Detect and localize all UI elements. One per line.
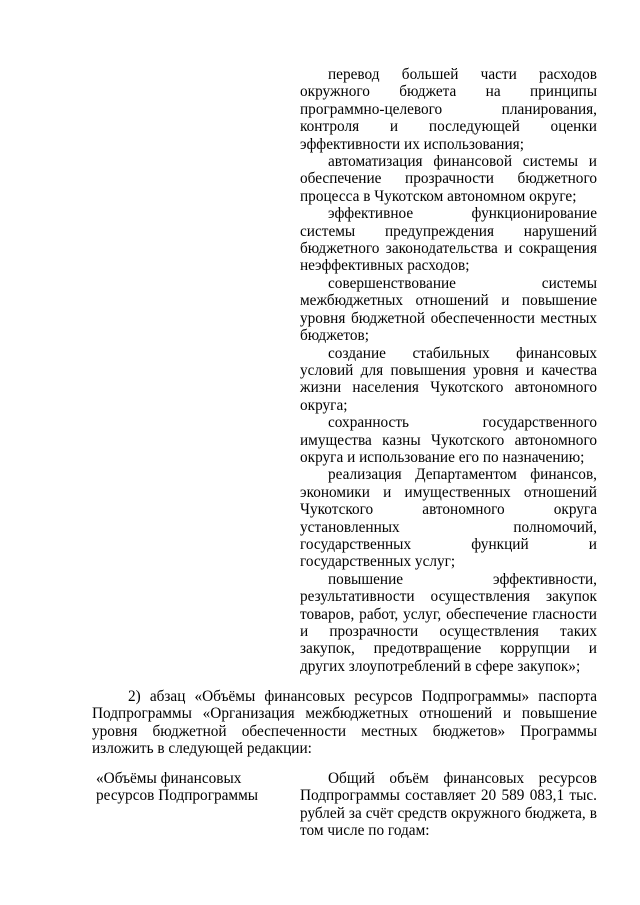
list-item-text: автоматизация финансовой системы и обеспечение прозрачности бюджетного процесса в Чукотском автономном округе;: [300, 153, 597, 205]
list-item: [300, 345, 597, 415]
list-item-text: реализация Департаментом финансов, экономики и имущественных отношений Чукотского автономного округа установленных полномочий, государственных функций и государственных услуг;: [300, 466, 597, 571]
goals-list: [300, 66, 597, 675]
list-item: [300, 466, 597, 570]
table-right-cell: [300, 770, 597, 840]
list-item: [300, 205, 597, 275]
list-item: [300, 275, 597, 345]
list-item-text: сохранность государственного имущества казны Чукотского автономного округа и использование его по назначению;: [300, 414, 597, 466]
list-item-text: перевод большей части расходов окружного бюджета на принципы программно-целевого планирования, контроля и последующей оценки эффективности их использования;: [300, 66, 597, 153]
amendment-block: [92, 688, 597, 758]
list-item-text: совершенствование системы межбюджетных отношений и повышение уровня бюджетной обеспеченности местных бюджетов;: [300, 274, 597, 345]
list-item-text: создание стабильных финансовых условий для повышения уровня и качества жизни населения Чукотского автономного округа;: [300, 344, 597, 414]
passport-table: [92, 770, 597, 860]
list-item-text: повышение эффективности, результативности осуществления закупок товаров, работ, услуг, обеспечение гласности и прозрачности осуществления таких закупок, предотвращение коррупции и других злоупотреблений в сфере закупок»;: [300, 570, 597, 675]
list-item: [300, 414, 597, 466]
table-left-cell: «Объёмы финансовых ресурсов Подпрограммы: [96, 770, 259, 805]
list-item: [300, 571, 597, 675]
list-item: [300, 153, 597, 205]
amendment-paragraph: 2) абзац «Объёмы финансовых ресурсов Подпрограммы» паспорта Подпрограммы «Организация межбюджетных отношений и повышение уровня бюджетной обеспеченности местных бюджетов» Программы изложить в следующей редакции:: [92, 688, 597, 758]
list-item: [300, 66, 597, 153]
table-right-cell-text: Общий объём финансовых ресурсов Подпрограммы составляет 20 589 083,1 тыс. рублей за счёт средств окружного бюджета, в том числе по годам:: [300, 770, 597, 840]
list-item-text: эффективное функционирование системы предупреждения нарушений бюджетного законодательства и сокращения неэффективных расходов;: [300, 205, 597, 275]
